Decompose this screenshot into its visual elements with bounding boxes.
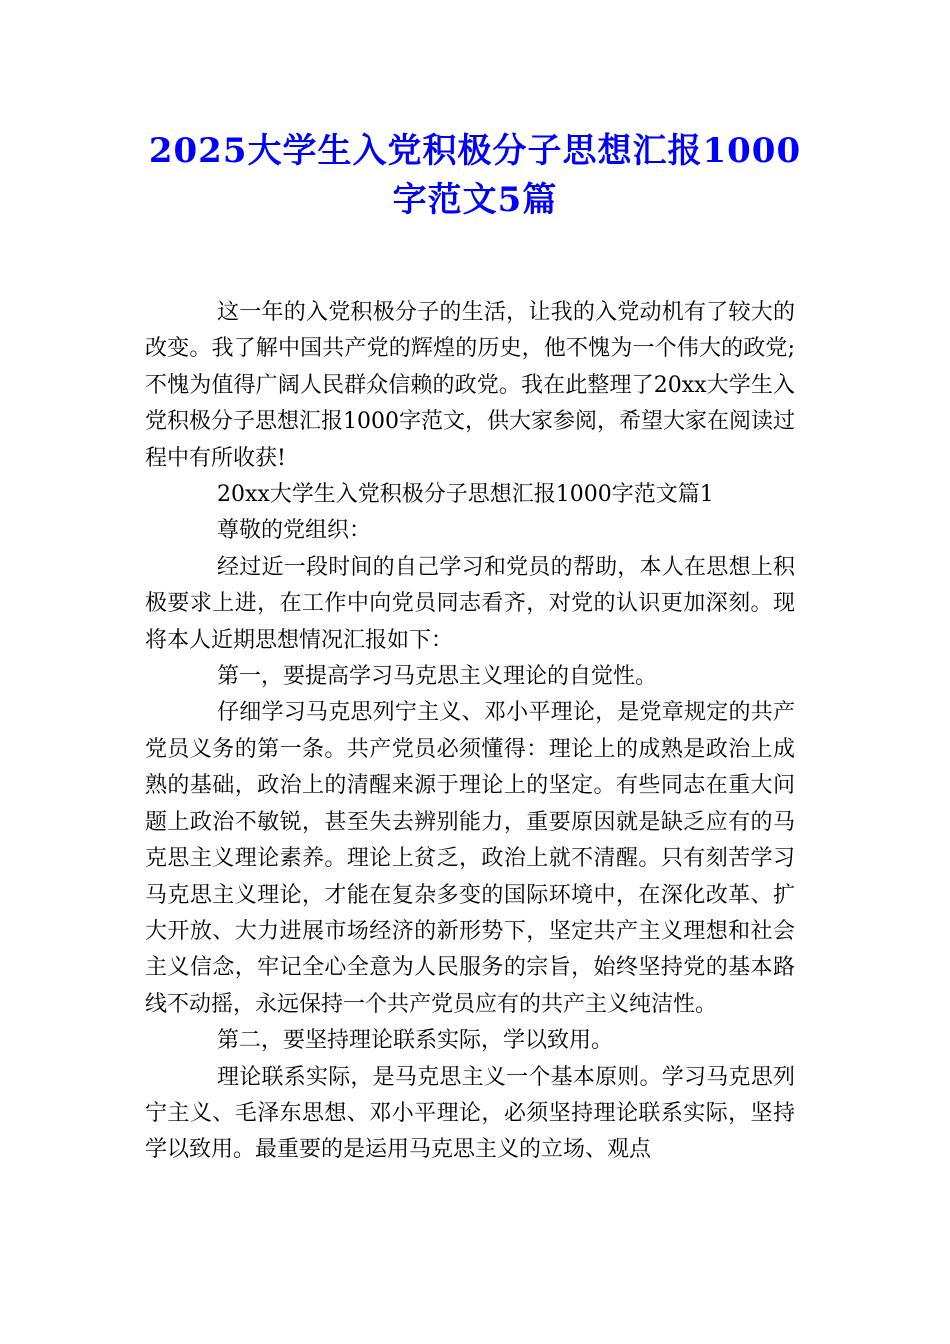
- point-heading-2: 第二，要坚持理论联系实际，学以致用。: [217, 1028, 614, 1054]
- salutation: 尊敬的党组织：: [217, 518, 372, 544]
- section-heading: 20xx大学生入党积极分子思想汇报1000字范文篇1: [217, 482, 714, 508]
- intro-paragraph: 这一年的入党积极分子的生活，让我的入党动机有了较大的改变。我了解中国共产党的辉煌的历史，他不愧为一个伟大的政党;不愧为值得广阔人民群众信赖的政党。我在此整理了20xx大学生入党积极分子思想汇报1000字范文，供大家参阅，希望大家在阅读过程中有所收获!: [145, 300, 795, 471]
- body-paragraph: 经过近一段时间的自己学习和党员的帮助，本人在思想上积极要求上进，在工作中向党员同志看齐，对党的认识更加深刻。现将本人近期思想情况汇报如下：: [145, 554, 795, 653]
- document-title-line-1: 2025大学生入党积极分子思想汇报1000: [148, 131, 802, 171]
- document-body: [145, 295, 795, 1169]
- body-paragraph: 仔细学习马克思列宁主义、邓小平理论，是党章规定的共产党员义务的第一条。共产党员必须懂得：理论上的成熟是政治上成熟的基础，政治上的清醒来源于理论上的坚定。有些同志在重大问题上政治不敏锐，甚至失去辨别能力，重要原因就是缺乏应有的马克思主义理论素养。理论上贫乏，政治上就不清醒。只有刻苦学习马克思主义理论，才能在复杂多变的国际环境中，在深化改革、扩大开放、大力进展市场经济的新形势下，坚定共产主义理想和社会主义信念，牢记全心全意为人民服务的宗旨，始终坚持党的基本路线不动摇，永远保持一个共产党员应有的共产主义纯洁性。: [145, 700, 795, 1017]
- document-title-line-2: 字范文5篇: [392, 180, 558, 220]
- point-heading-1: 第一，要提高学习马克思主义理论的自觉性。: [217, 664, 658, 690]
- body-paragraph: 理论联系实际，是马克思主义一个基本原则。学习马克思列宁主义、毛泽东思想、邓小平理论，必须坚持理论联系实际，坚持学以致用。最重要的是运用马克思主义的立场、观点: [145, 1064, 795, 1163]
